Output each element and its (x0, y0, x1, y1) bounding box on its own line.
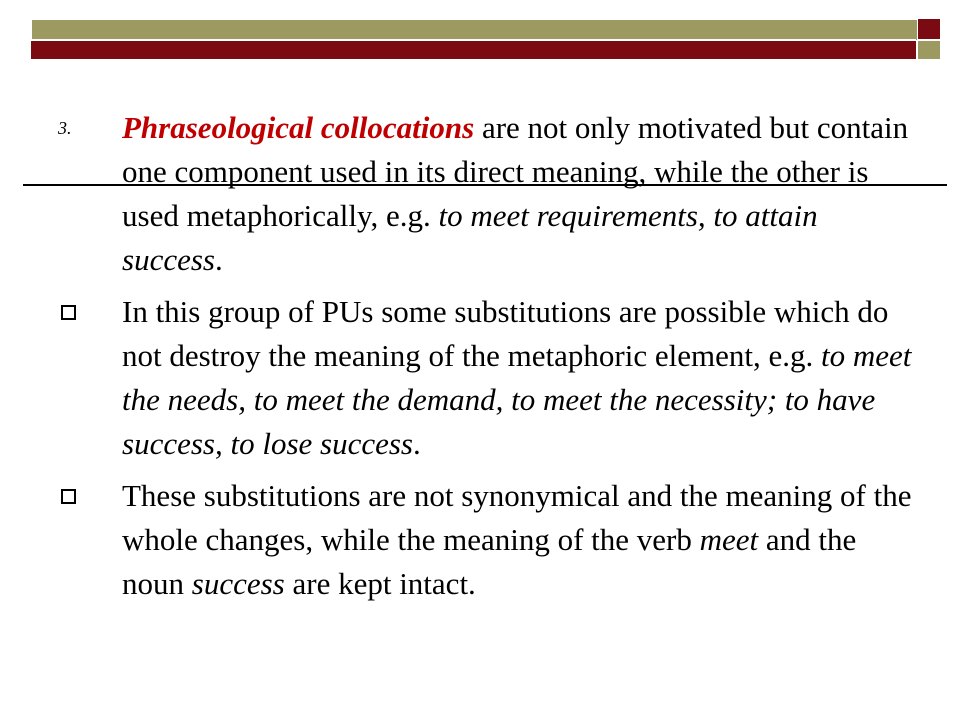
paragraph-text: are kept intact. (284, 566, 476, 601)
slide-body (58, 106, 918, 614)
header-corner-maroon (918, 19, 940, 39)
header-band-maroon (31, 41, 916, 59)
paragraph-end: . (413, 426, 421, 461)
paragraph-end: . (214, 242, 223, 277)
bullet-box-icon (61, 305, 76, 320)
paragraph-text: are not only motivated but contain one component used in its direct meaning, while the other is used metaphorically, e.g. (122, 110, 909, 233)
paragraph-text: These substitutions are not synonymical and the meaning of the whole changes, while the meaning of the verb (122, 478, 912, 557)
paragraph-substitutions (58, 290, 918, 466)
word-meet: meet (699, 522, 759, 557)
paragraph-text: In this group of PUs some substitutions are possible which do not destroy the meaning of the metaphoric element, e.g. (122, 294, 889, 373)
term-highlight: Phraseological collocations (122, 110, 475, 145)
header-corner-olive (918, 41, 940, 59)
example-text: to meet the needs, to meet the demand, to meet the necessity; to have success, to lose success (122, 338, 912, 461)
paragraph-not-synonymical (58, 474, 918, 606)
example-text: to meet requirements, to attain success (122, 198, 818, 277)
paragraph-collocations (58, 106, 918, 282)
header-band-olive (31, 19, 918, 41)
word-success: success (191, 566, 285, 601)
list-number: 3. (58, 118, 72, 138)
bullet-box-icon (61, 489, 76, 504)
paragraph-text: and the noun (122, 522, 857, 601)
